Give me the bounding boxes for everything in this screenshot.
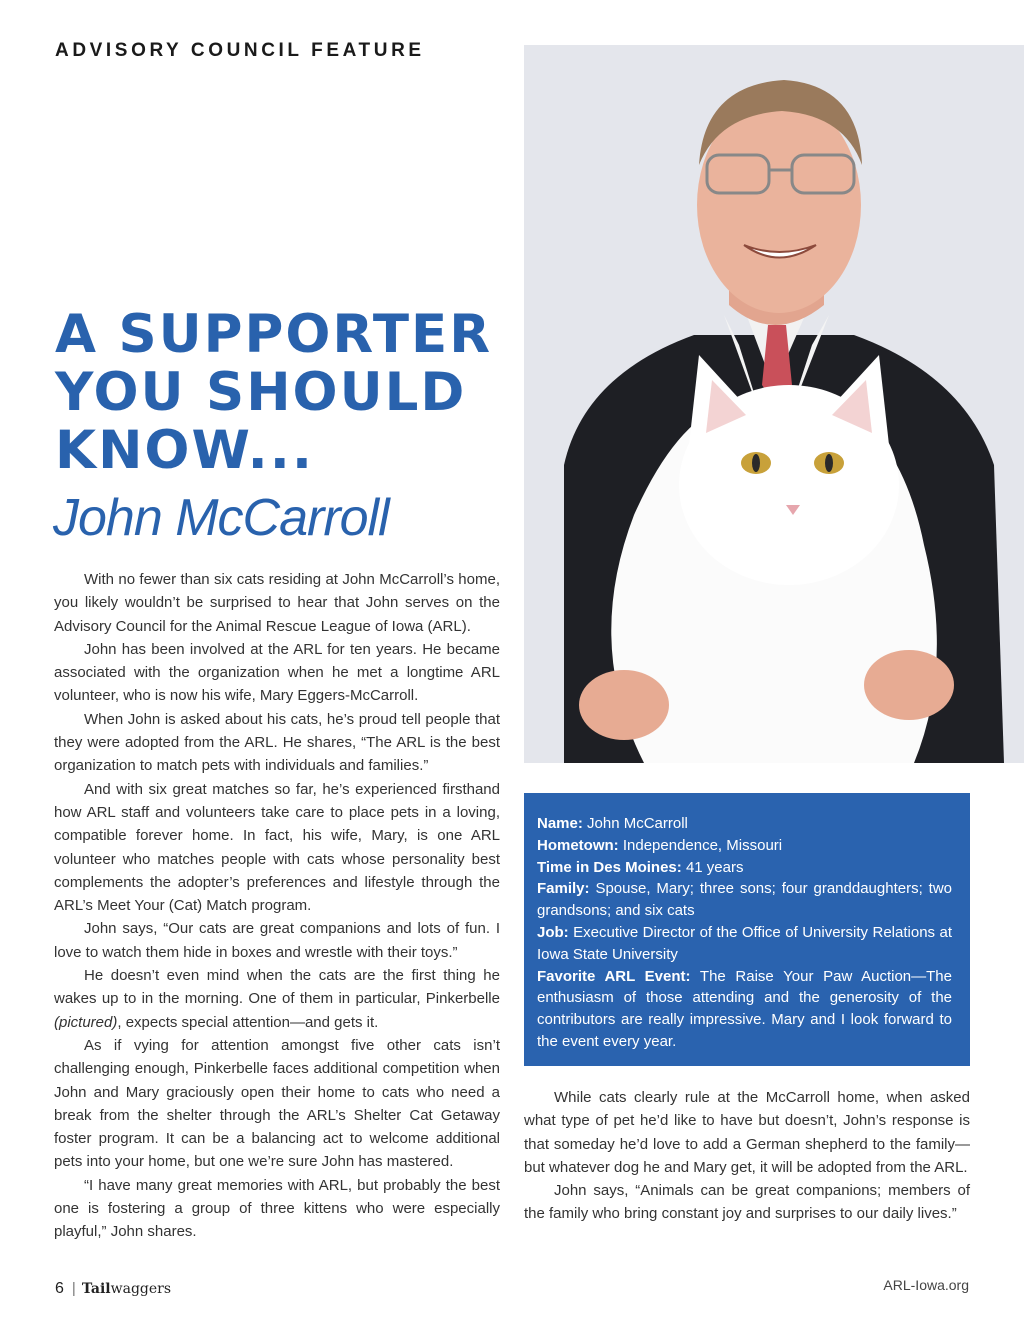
paragraph: “I have many great memories with ARL, but probably the best one is fostering a group of three kittens who were especially playful,” John shares. <box>54 1176 500 1241</box>
fact-favorite-event <box>537 966 952 1053</box>
fact-time-in-des-moines <box>537 857 952 879</box>
fact-label: Name: <box>537 815 583 832</box>
article-body-right <box>524 1086 970 1226</box>
fact-job <box>537 922 952 966</box>
fact-value: Independence, Missouri <box>622 836 783 854</box>
byline-name: John McCarroll <box>53 489 389 547</box>
paragraph: While cats clearly rule at the McCarroll home, when asked what type of pet he’d like to have but doesn’t, John’s response is that someday he’d love to add a German shepherd to the family—but whatever dog he and Mary get, it will be adopted from the ARL. <box>524 1089 970 1176</box>
article-body-left <box>54 568 500 1244</box>
headline-line-1: A SUPPORTER <box>55 304 493 365</box>
paragraph: John has been involved at the ARL for ten years. He became associated with the organization when he met a longtime ARL volunteer, who is now his wife, Mary Eggers-McCarroll. <box>54 640 500 705</box>
footer-separator: | <box>71 1280 76 1297</box>
footer-page-info <box>55 1280 171 1298</box>
paragraph-text: He doesn’t even mind when the cats are the first thing he wakes up to in the morning. One of them in particular, Pinkerbelle <box>54 967 500 1008</box>
fact-value: The Raise Your Paw Auction—The enthusiasm of those attending and the generosity of the contributors are really impressive. Mary and I look forward to the event every year. <box>537 967 952 1050</box>
paragraph: When John is asked about his cats, he’s proud tell people that they were adopted from the ARL. He shares, “The ARL is the best organization to match pets with individuals and families.” <box>54 710 500 775</box>
section-kicker: ADVISORY COUNCIL FEATURE <box>55 40 425 61</box>
fact-label: Time in Des Moines: <box>537 858 682 876</box>
man-holding-cat-icon <box>524 45 1024 763</box>
fact-family <box>537 878 952 922</box>
headline-line-3: KNOW... <box>55 420 315 481</box>
fact-hometown <box>537 835 952 857</box>
headline <box>55 306 515 480</box>
headline-line-2: YOU SHOULD <box>55 362 467 423</box>
fact-box <box>524 793 970 1066</box>
publication-name-bold: Tail <box>81 1281 111 1297</box>
page-number: 6 <box>55 1280 64 1297</box>
paragraph: John says, “Animals can be great companions; members of the family who bring constant joy and surprises to our daily lives.” <box>524 1182 970 1223</box>
paragraph: John says, “Our cats are great companions and lots of fun. I love to watch them hide in boxes and wrestle with their toys.” <box>54 920 500 961</box>
paragraph: With no fewer than six cats residing at John McCarroll’s home, you likely wouldn’t be surprised to hear that John serves on the Advisory Council for the Animal Rescue League of Iowa (ARL). <box>54 571 500 635</box>
publication-name-rest: waggers <box>110 1281 172 1297</box>
fact-value: Executive Director of the Office of University Relations at Iowa State University <box>537 923 953 963</box>
fact-label: Family: <box>537 880 590 898</box>
fact-label: Job: <box>537 923 569 941</box>
fact-name <box>537 813 952 835</box>
footer-website: ARL-Iowa.org <box>883 1277 969 1293</box>
portrait-photo <box>524 45 1024 763</box>
fact-value: John McCarroll <box>587 815 688 832</box>
paragraph: And with six great matches so far, he’s experienced firsthand how ARL staff and volunteers take care to place pets in a loving, compatible forever home. In fact, his wife, Mary, is one ARL volunteer who matches people with cats whose personality best complements the adopter’s preferences and lifestyle through the ARL’s Meet Your (Cat) Match program. <box>54 780 500 915</box>
publication-name <box>82 1281 171 1297</box>
paragraph: As if vying for attention amongst five other cats isn’t challenging enough, Pinkerbelle faces additional competition when John and Mary graciously open their home to cats who need a break from the shelter through the ARL’s Shelter Cat Getaway foster program. It can be a balancing act to welcome additional pets into your home, but one we’re sure John has mastered. <box>54 1036 500 1171</box>
fact-value: Spouse, Mary; three sons; four granddaughters; two grandsons; and six cats <box>537 880 953 920</box>
paragraph-text: , expects special attention—and gets it. <box>117 1013 379 1031</box>
paragraph <box>54 964 500 1034</box>
fact-label: Favorite ARL Event: <box>537 967 691 985</box>
fact-value: 41 years <box>685 858 744 876</box>
fact-label: Hometown: <box>537 836 619 854</box>
paragraph-italic: (pictured) <box>54 1013 118 1031</box>
